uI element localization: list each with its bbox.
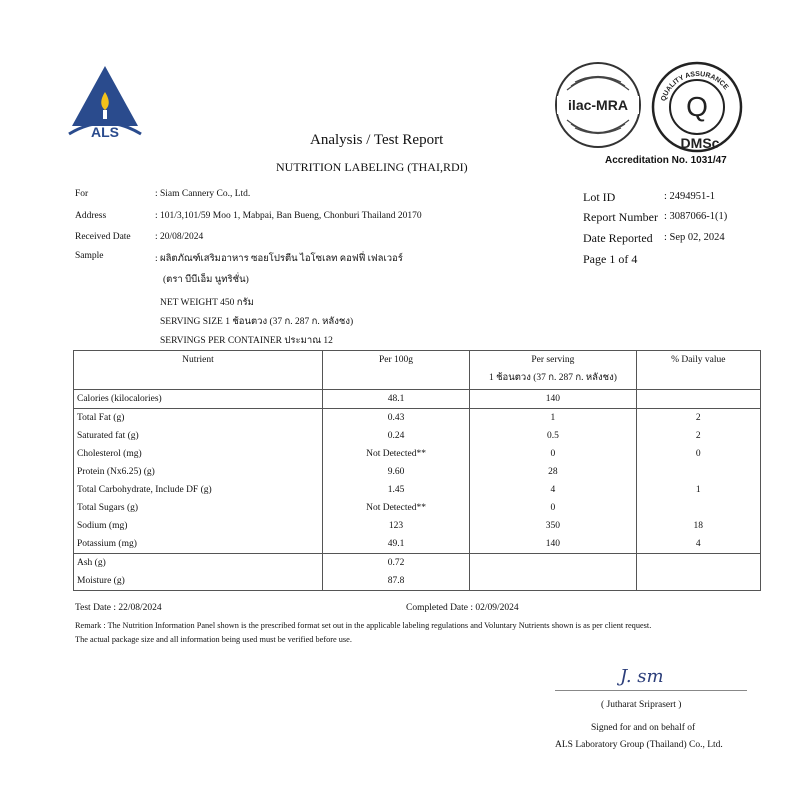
servings-per-container: SERVINGS PER CONTAINER ประมาณ 12 bbox=[160, 336, 333, 346]
per-serving-cell: 0 bbox=[470, 445, 636, 463]
per-100g-cell: 48.1 bbox=[322, 390, 469, 409]
daily-value-cell: 4 bbox=[636, 535, 760, 554]
table-row bbox=[74, 409, 761, 428]
table-row bbox=[74, 572, 761, 591]
table-header-row bbox=[74, 351, 761, 390]
sample-label: Sample bbox=[75, 251, 104, 261]
report-number-label: Report Number bbox=[583, 210, 658, 224]
signature-scribble: J. sm bbox=[620, 666, 664, 687]
table-row bbox=[74, 535, 761, 554]
for-label: For bbox=[75, 189, 89, 199]
table-row bbox=[74, 481, 761, 499]
als-logo-text: ALS bbox=[91, 124, 119, 140]
daily-value-cell: 1 bbox=[636, 481, 760, 499]
daily-value-cell bbox=[636, 554, 760, 573]
per-serving-cell: 1 bbox=[470, 409, 636, 428]
per-100g-cell: 1.45 bbox=[322, 481, 469, 499]
q-letter: Q bbox=[686, 91, 708, 122]
lot-id-label: Lot ID bbox=[583, 190, 616, 204]
nutrient-cell: Calories (kilocalories) bbox=[74, 390, 323, 409]
daily-value-cell: 0 bbox=[636, 445, 760, 463]
address-value: : 101/3,101/59 Moo 1, Mabpai, Ban Bueng, Chonburi Thailand 20170 bbox=[155, 211, 422, 221]
per-serving-cell: 4 bbox=[470, 481, 636, 499]
table-row bbox=[74, 390, 761, 409]
signatory-name: ( Jutharat Sriprasert ) bbox=[601, 700, 682, 710]
daily-value-cell bbox=[636, 572, 760, 591]
daily-value-cell: 2 bbox=[636, 409, 760, 428]
table-row bbox=[74, 554, 761, 573]
sample-brand: (ตรา บีบีเอ็ม นูทริชั่น) bbox=[163, 275, 249, 285]
remark-line-2: The actual package size and all information being used must be verified before use. bbox=[75, 635, 352, 644]
nutrient-cell: Cholesterol (mg) bbox=[74, 445, 323, 463]
lot-id-value: : 2494951-1 bbox=[664, 191, 716, 202]
signed-behalf-line-1: Signed for and on behalf of bbox=[591, 723, 696, 733]
date-reported-label: Date Reported bbox=[583, 231, 653, 245]
table-row bbox=[74, 499, 761, 517]
daily-value-cell bbox=[636, 390, 760, 409]
serving-size: SERVING SIZE 1 ช้อนตวง (37 ก. 287 ก. หลังชง) bbox=[160, 317, 354, 327]
daily-value-cell bbox=[636, 499, 760, 517]
ilac-text: ilac-MRA bbox=[568, 97, 628, 113]
daily-value-cell bbox=[636, 463, 760, 481]
per-100g-cell: 49.1 bbox=[322, 535, 469, 554]
daily-value-cell: 18 bbox=[636, 517, 760, 535]
per-100g-cell: 0.24 bbox=[322, 427, 469, 445]
per-serving-cell bbox=[470, 554, 636, 573]
per-100g-cell: 0.43 bbox=[322, 409, 469, 428]
nutrient-cell: Potassium (mg) bbox=[74, 535, 323, 554]
report-number-value: : 3087066-1(1) bbox=[664, 211, 728, 222]
quality-assurance-ring-text: QUALITY ASSURANCE bbox=[660, 70, 730, 103]
net-weight: NET WEIGHT 450 กรัม bbox=[160, 298, 254, 308]
per-100g-header: Per 100g bbox=[322, 351, 469, 390]
per-serving-cell: 350 bbox=[470, 517, 636, 535]
als-logo bbox=[64, 64, 146, 140]
per-serving-header-sub: 1 ช้อนตวง (37 ก. 287 ก. หลังชง) bbox=[488, 373, 617, 383]
date-reported-value: : Sep 02, 2024 bbox=[664, 232, 725, 243]
per-100g-cell: Not Detected** bbox=[322, 445, 469, 463]
per-serving-cell: 140 bbox=[470, 390, 636, 409]
per-serving-cell: 0.5 bbox=[470, 427, 636, 445]
nutrient-cell: Total Carbohydrate, Include DF (g) bbox=[74, 481, 323, 499]
accreditation-number: Accreditation No. 1031/47 bbox=[605, 155, 727, 166]
sample-value: : ผลิตภัณฑ์เสริมอาหาร ซอยโปรตีน ไอโซเลท คอฟฟี่ เฟลเวอร์ bbox=[155, 254, 403, 264]
signature-line bbox=[555, 690, 747, 691]
nutrient-cell: Saturated fat (g) bbox=[74, 427, 323, 445]
per-100g-cell: 123 bbox=[322, 517, 469, 535]
for-value: : Siam Cannery Co., Ltd. bbox=[155, 189, 251, 199]
received-date-label: Received Date bbox=[75, 232, 131, 242]
nutrient-cell: Total Fat (g) bbox=[74, 409, 323, 428]
page-indicator: Page 1 of 4 bbox=[583, 252, 638, 266]
per-100g-cell: 9.60 bbox=[322, 463, 469, 481]
daily-value-header: % Daily value bbox=[636, 351, 760, 390]
received-date-value: : 20/08/2024 bbox=[155, 232, 204, 242]
table-row bbox=[74, 517, 761, 535]
dmsc-text: DMSc bbox=[680, 135, 720, 151]
ilac-mra-seal bbox=[553, 60, 643, 150]
nutrient-cell: Sodium (mg) bbox=[74, 517, 323, 535]
per-serving-header-title: Per serving bbox=[531, 355, 575, 365]
per-serving-cell bbox=[470, 572, 636, 591]
nutrient-cell: Total Sugars (g) bbox=[74, 499, 323, 517]
per-100g-cell: 87.8 bbox=[322, 572, 469, 591]
completed-date: Completed Date : 02/09/2024 bbox=[406, 603, 519, 613]
table-row bbox=[74, 427, 761, 445]
per-100g-cell: Not Detected** bbox=[322, 499, 469, 517]
remark-line-1: Remark : The Nutrition Information Panel shown is the prescribed format set out in the applicable labeling regulations and Voluntary Nutrients shown is as per client request. bbox=[75, 621, 652, 630]
signed-behalf-line-2: ALS Laboratory Group (Thailand) Co., Ltd. bbox=[555, 740, 723, 750]
per-serving-cell: 140 bbox=[470, 535, 636, 554]
per-serving-header bbox=[470, 351, 636, 390]
test-date: Test Date : 22/08/2024 bbox=[75, 603, 162, 613]
table-row bbox=[74, 445, 761, 463]
nutrient-cell: Ash (g) bbox=[74, 554, 323, 573]
table-row bbox=[74, 463, 761, 481]
per-serving-cell: 0 bbox=[470, 499, 636, 517]
daily-value-cell: 2 bbox=[636, 427, 760, 445]
per-serving-cell: 28 bbox=[470, 463, 636, 481]
nutrient-cell: Protein (Nx6.25) (g) bbox=[74, 463, 323, 481]
nutrient-cell: Moisture (g) bbox=[74, 572, 323, 591]
nutrition-table bbox=[73, 350, 761, 591]
nutrient-header: Nutrient bbox=[74, 351, 323, 390]
per-100g-cell: 0.72 bbox=[322, 554, 469, 573]
report-subtitle: NUTRITION LABELING (THAI,RDI) bbox=[276, 160, 468, 174]
address-label: Address bbox=[75, 211, 107, 221]
report-title: Analysis / Test Report bbox=[310, 132, 444, 148]
dmsc-quality-seal bbox=[650, 60, 745, 155]
